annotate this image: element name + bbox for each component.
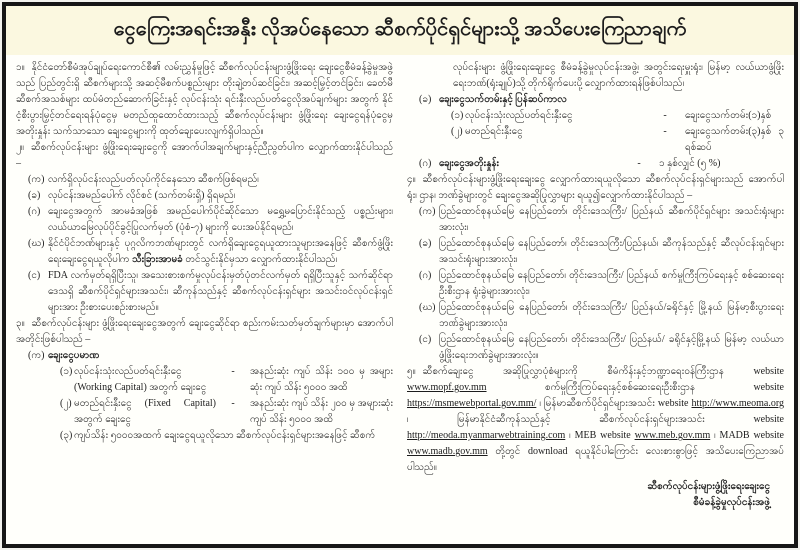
loan-term-heading: ချေးငွေသက်တမ်းနှင့် ပြန်ဆပ်ကာလ [439,94,567,105]
paragraph-5-number: ၅။ [407,366,416,377]
item-label: (၂) [451,126,463,137]
loan-amount-label: (က) [28,350,45,361]
item-text: ပြည်ထောင်စုနယ်မြေ နေပြည်တော်၊ တိုင်းဒေသကြီး/ ပြည်နယ် ဆီစက်ပိုင်ရှင်များ အသင်းရုံးများအားလုံး၊ [439,206,784,233]
loan-amount-heading: ချေးငွေပမာဏ [48,350,100,361]
paragraph-1-text: နိုင်ငံတော်စီမံအုပ်ချုပ်ရေးကောင်စီ၏ လမ်းညွှန်မှုဖြင့် ဆီစက်လုပ်ငန်းများဖွံ့ဖြိုးရေး ချေးငွေစီမံခန့်ခွဲမှုအဖွဲ့သည် ပြည်တွင်းရှိ ဆီစက်များသို့ အဆင့်မီစက်ပစ္စည်းများ တိုးချဲ့တပ်ဆင်ခြင်း၊ အဆင့်မြှင့်တင်ခြင်း၊ ခေတ်မီဆီစက်အသစ်များ ထပ်မံတည်ဆောက်ခြင်းနှင့် လုပ်ငန်းသုံး ရင်းနှီးလည်ပတ်ငွေလိုအပ်ချက်များ အတွက် နိုင်ငံ့စီးပွားမြှင့်တင်ရေးရန်ပုံငွေမှ မတည်ထူထောင်ထားသည့် ဆီစက်လုပ်ငန်းများ ဖွံ့ဖြိုးရေး ချေးငွေရန်ပုံငွေမှ အတိုးနှုန်း သက်သာသော ချေးငွေများကို ထုတ်ချေးပေးလျက်ရှိပါသည်။ [16,62,393,137]
term-value-text: ချေးငွေသက်တမ်း(၁)နှစ် [685,110,772,121]
interest-rate-value: ၁ နှစ်လျှင် (၅ %) [659,158,721,169]
left-column [16,60,393,533]
loan-amount-heading-row [16,348,393,364]
paragraph-5 [407,364,784,476]
announcement-page [2,2,798,548]
paragraph-2-number: ၂။ [16,142,24,153]
location-item [407,268,784,300]
item-label: (က) [419,206,436,217]
location-item [407,300,784,332]
paragraph-2-text: ဆီစက်လုပ်ငန်းများ ဖွံ့ဖြိုးရေးချေးငွေကို အောက်ပါအချက်များနှင့်ညီညွတ်ပါက လျှောက်ထားနိုင်ပါသည် – [16,142,393,169]
loan-term-item [407,108,784,124]
loan-amount-item-3 [16,428,393,444]
term-value-text: ချေးငွေသက်တမ်း(၃)နှစ် ၃ ရစ်ဆပ် [685,126,784,153]
right-column [407,60,784,533]
eligibility-item [16,204,393,236]
paragraph-3-text: ဆီစက်လုပ်ငန်းများ ဖွံ့ဖြိုးရေးချေးငွေအတွက် ချေးငွေဆိုင်ရာ စည်းကမ်းသတ်မှတ်ချက်များမှာ အောက်ပါအတိုင်းဖြစ်ပါသည် – [16,318,393,345]
location-item [407,332,784,364]
item-label: (င) [419,334,432,345]
item-label: (ဃ) [419,302,436,313]
paragraph-1 [16,60,393,140]
dash-separator: - [663,126,667,137]
item-label: (ဂ) [28,206,41,217]
eligibility-item [16,188,393,204]
item-text: ကျပ်သိန်း ၅၀၀၀အထက် ချေးငွေရယူလိုသော ဆီစက်လုပ်ငန်းရှင်များအနေဖြင့် ဆီစက် [74,430,376,441]
item-text: လက်ရှိလုပ်ငန်းလည်ပတ်လုပ်ကိုင်နေသော ဆီစက်ဖြစ်ရမည်၊ [48,174,259,185]
paragraph-2-intro [16,140,393,172]
item-text: ပြည်ထောင်စုနယ်မြေ နေပြည်တော်၊ တိုင်းဒေသကြီး/ပြည်နယ်၊ ဆီကုန်သည်နှင့် ဆီလုပ်ငန်းရှင်များ အသင်းရုံးများအားလုံး၊ [439,238,784,265]
loan-term-label: (ခ) [419,94,432,105]
loan-term-item [407,124,784,156]
term-type-text: မတည်ရင်းနှီးငွေ [465,126,523,137]
loan-range-text: အနည်းဆုံး ကျပ် သိန်း ၁၀၀ မှ အများဆုံး ကျပ် သိန်း ၅၀၀၀ အထိ [250,366,393,393]
loan-term-heading-row [407,92,784,108]
term-type-text: လုပ်ငန်းသုံးလည်ပတ်ရင်းနှီးငွေ [465,110,573,121]
dash-separator: - [231,398,235,409]
loan-type-text: မတည်ရင်းနှီးငွေ (Fixed Capital) အတွက် ချေးငွေ [74,398,216,425]
item-text: FDA လက်မှတ်ရရှိပြီးသူ၊ အသေးစားစက်မှုလုပ်ငန်းမှတ်ပုံတင်လက်မှတ် ရရှိပြီးသူနှင့် သက်ဆိုင်ရာဒေသရှိ ဆီစက်ပိုင်ရှင်များအသင်း၊ ဆီကုန်သည်နှင့် ဆီစက်လုပ်ငန်းရှင်များ အသင်းဝင်လုပ်ငန်းရှင်များအား ဦးစားပေးစဉ်းစားမည်။ [48,270,393,313]
paragraph-1-number: ၁။ [16,62,25,73]
item-label: (ဂ) [419,270,432,281]
paragraph-3-intro [16,316,393,348]
loan-range-text: အနည်းဆုံး ကျပ် သိန်း ၂၀၀ မှ အများဆုံး ကျပ် သိန်း ၅၀၀၀ အထိ [250,398,393,425]
application-locations-list [407,204,784,364]
dash-separator: - [231,366,235,377]
item-text: ချေးငွေအတွက် အာမခံအဖြစ် အမည်ပေါက်ပိုင်ဆိုင်သော မရွှေ့မပြောင်းနိုင်သည့် ပစ္စည်းများ၊ လယ်ယာမြေလုပ်ပိုင်ခွင့်ပြုလက်မှတ် (ပုံစံ-၇) များကို ပေးအပ်နိုင်ရမည်၊ [48,206,393,233]
loan-term-list [407,108,784,156]
item-label: (၁) [60,366,73,377]
document-body [6,55,794,539]
eligibility-item [16,172,393,188]
signature-line-1: ဆီစက်လုပ်ငန်းများဖွံ့ဖြိုးရေးချေးငွေ [647,481,770,492]
loan-amount-item [16,396,393,428]
paragraph-4-number: ၄။ [407,174,416,185]
item-label: (၁) [451,110,464,121]
item-label: (ခ) [28,190,41,201]
item-text: ပြည်ထောင်စုနယ်မြေ နေပြည်တော်၊ တိုင်းဒေသကြီး/ ပြည်နယ်/ ခရိုင်နှင့်မြို့နယ် မြန်မာ့ လယ်ယာဖွံ့ဖြိုးရေးဘဏ်ခွဲများအားလုံး။ [439,334,784,361]
location-item [407,204,784,236]
interest-rate-row [407,156,784,172]
paragraph-4-text: ဆီစက်လုပ်ငန်းများဖွံ့ဖြိုးရေးချေးငွေ လျှောက်ထားရယူလိုသော ဆီစက်လုပ်ငန်းရှင်များသည် အောက်ပါ ရုံး၊ ဌာန၊ ဘဏ်ခွဲများတွင် ချေးငွေအဆိုပြုလွှာများ ရယူ၍လျှောက်ထားနိုင်ပါသည် – [407,174,784,201]
loan-amount-item [16,364,393,396]
eligibility-item [16,236,393,268]
item-label: (၃) [60,430,73,441]
continuation-paragraph: လုပ်ငန်းများ ဖွံ့ဖြိုးရေးချေးငွေ စီမံခန့်ခွဲမှုလုပ်ငန်းအဖွဲ့၊ အတွင်းရေးမှူးရုံး၊ မြန်မာ့ လယ်ယာဖွံ့ဖြိုးရေးဘဏ်(ရုံးချုပ်)သို့ တိုက်ရိုက်ပေးပို့ လျှောက်ထားရန်ဖြစ်ပါသည်၊ [453,62,784,89]
paragraph-5-text: ဆီစက်ချေးငွေ အဆိုပြုလွှာပုံစံများကို စီမံကိန်းနှင့်ဘဏ္ဍာရေးဝန်ကြီးဌာန website www.mopf.gov.mm စက်မှုကြီးကြပ်ရေးနှင့်စစ်ဆေးရေးဦးစီးဌာန website https://msmewebportal.gov.mm/ ၊ မြန်မာဆီစက်ပိုင်ရှင်များအသင်း website http://www.meoma.org ၊ မြန်မာနိုင်ငံဆီကုန်သည်နှင့် ဆီစက်လုပ်ငန်းရှင်များအသင်း website http://meoda.myanmarwebtraining.com ၊ MEB website www.meb.gov.mm ၊ MADB website www.madb.gov.mm တို့တွင် download ရယူနိုင်ပါကြောင်း လေးစားစွာဖြင့် အသိပေးကြေညာအပ်ပါသည်။ [407,366,784,473]
interest-rate-label: (ဂ) [419,158,432,169]
dash-separator: - [637,158,641,169]
paragraph-4-intro [407,172,784,204]
eligibility-criteria-list [16,172,393,316]
item-label: (င) [28,270,41,281]
item-text: ပြည်ထောင်စုနယ်မြေ နေပြည်တော်၊ တိုင်းဒေသကြီး/ ပြည်နယ်/ခရိုင်နှင့် မြို့နယ် မြန်မာ့စီးပွားရေးဘဏ်ခွဲများအားလုံး၊ [439,302,784,329]
item-label: (ခ) [419,238,432,249]
dash-separator: - [663,110,667,121]
eligibility-item [16,268,393,316]
item-text: ပြည်ထောင်စုနယ်မြေ နေပြည်တော်၊ တိုင်းဒေသကြီး/ ပြည်နယ် စက်မှုကြီးကြပ်ရေးနှင့် စစ်ဆေးရေးဦးစီးဌာန ရုံးခွဲများအားလုံး၊ [439,270,784,297]
paragraph-3-number: ၃။ [16,318,25,329]
item-label: (ဃ) [28,238,45,249]
loan-type-text: လုပ်ငန်းသုံးလည်ပတ်ရင်းနှီးငွေ (Working Capital) အတွက် ချေးငွေ [74,366,207,393]
page-title: ငွေကြေးအရင်းအနှီး လိုအပ်နေသော ဆီစက်ပိုင်ရှင်များသို့ အသိပေးကြေညာချက် [6,6,794,55]
item-text: လုပ်ငန်းအမည်ပေါက် လိုင်စင် (သက်တမ်းရှိ) ရှိရမည်၊ [48,190,236,201]
item-text: နိုင်ငံပိုင်ဘဏ်များနှင့် ပုဂ္ဂလိကဘဏ်များတွင် လက်ရှိချေးငွေရယူထားသူများအနေဖြင့် ဆီစက်ဖွံ့ဖြိုးရေးချေးငွေရယူလိုပါက သီးခြားအာမခံ တင်သွင်းနိုင်မှသာ လျှောက်ထားနိုင်ပါသည်၊ [48,238,393,265]
item-label: (က) [28,174,45,185]
signature-block [407,479,784,510]
loan-amount-list [16,364,393,428]
item-label: (၂) [60,398,72,409]
signature-line-2: စီမံခန့်ခွဲမှုလုပ်ငန်းအဖွဲ့ [693,496,770,508]
interest-rate-heading: ချေးငွေအတိုးနှုန်း [439,158,500,169]
location-item [407,236,784,268]
